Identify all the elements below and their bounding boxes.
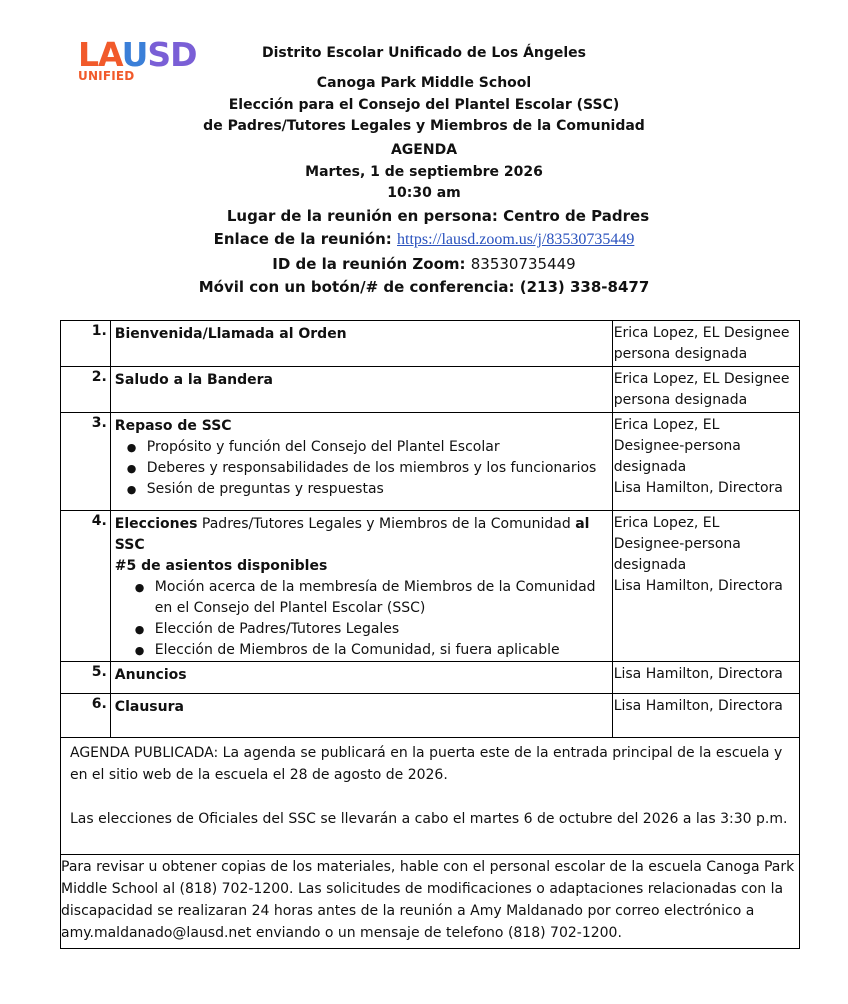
notice-row [61,738,800,855]
agenda-row-4 [61,511,800,662]
item-presenter [612,694,799,738]
item-number: 1. [61,321,111,367]
zoom-id-value: 83530735449 [470,255,576,273]
presenter-line: Erica Lopez, EL Designee [613,371,790,387]
election-title-line1: Elección para el Consejo del Plantel Escolar (SSC) [228,97,620,113]
bullet-item: ● Deberes y responsabilidades de los miembros y los funcionarios [147,458,612,479]
item-topic [110,511,612,662]
item-title: Anuncios [114,667,187,683]
item-title: Bienvenida/Llamada al Orden [114,326,347,342]
presenter-line: designada [613,459,687,475]
logo-unified: UNIFIED [78,69,135,83]
school-name: Canoga Park Middle School [316,75,532,91]
item-presenter [612,511,799,662]
item-topic [110,413,612,511]
presenter-line: Lisa Hamilton, Directora [613,666,783,682]
item-presenter [612,367,799,413]
agenda-heading: AGENDA [390,142,458,158]
item-title: Saludo a la Bandera [114,372,274,388]
contact-row [61,855,800,949]
meeting-time: 10:30 am [387,185,461,201]
meeting-location: Lugar de la reunión en persona: Centro de Padres [226,207,650,225]
item-number: 5. [61,662,111,694]
title-bold: al [575,516,590,532]
item-presenter [612,662,799,694]
item-topic [110,662,612,694]
presenter-line: designada [613,557,687,573]
agenda-table [60,320,800,949]
election-title-line2: de Padres/Tutores Legales y Miembros de la Comunidad [203,118,645,134]
presenter-line: Designee-persona [613,438,741,454]
item-title: Clausura [114,699,184,715]
zoom-id-line [0,255,848,273]
item-bullets [111,577,612,661]
presenter-line: Designee-persona [613,536,741,552]
item-topic [110,321,612,367]
title-bold: Elecciones [114,516,198,532]
item-presenter [612,321,799,367]
agenda-row-3 [61,413,800,511]
item-title [111,513,612,535]
agenda-row-2 [61,367,800,413]
agenda-row-6 [61,694,800,738]
district-name: Distrito Escolar Unificado de Los Ángeles [261,45,587,61]
presenter-line: Erica Lopez, EL [613,417,720,433]
item-presenter [612,413,799,511]
item-topic [110,694,612,738]
zoom-id-label: ID de la reunión Zoom: [272,255,466,273]
item-number: 3. [61,413,111,511]
meeting-link-label: Enlace de la reunión: [213,230,392,248]
presenter-line: Erica Lopez, EL Designee [613,325,790,341]
logo-part-u: U [121,35,148,74]
agenda-row-1 [61,321,800,367]
bullet-item: ● Moción acerca de la membresía de Miembros de la Comunidad en el Consejo del Plantel Escolar (SSC) [155,577,612,619]
agenda-row-5 [61,662,800,694]
bullet-item: ● Sesión de preguntas y respuestas [147,479,612,500]
title-plain: Padres/Tutores Legales y Miembros de la Comunidad [197,516,576,532]
item-number: 6. [61,694,111,738]
item-topic [110,367,612,413]
bullet-item: ● Elección de Padres/Tutores Legales [155,619,612,640]
presenter-line: Erica Lopez, EL [613,515,720,531]
bullet-item: ● Elección de Miembros de la Comunidad, si fuera aplicable [155,640,612,661]
notice-cell [61,738,800,855]
officer-elections-notice: Las elecciones de Oficiales del SSC se llevarán a cabo el martes 6 de octubre del 2026 a las 3:30 p.m. [70,811,788,827]
logo-part-la: LA [78,35,122,74]
item-bullets [111,437,612,500]
presenter-line: Lisa Hamilton, Directora [613,578,783,594]
presenter-line: persona designada [613,392,748,408]
logo-part-sd: SD [147,35,197,74]
accommodations-notice: Para revisar u obtener copias de los materiales, hable con el personal escolar de la escuela Canoga Park Middle School al (818) 702-1200. Las solicitudes de modificaciones o adaptaciones relacionadas con la discapacidad se realizaran 24 horas antes de la reunión a Amy Maldanado por correo electrónico a amy.maldanado@lausd.net enviando o un mensaje de telefono (818) 702-1200. [61,859,795,941]
contact-cell [61,855,800,949]
meeting-date: Martes, 1 de septiembre 2026 [305,164,543,180]
seats-available: #5 de asientos disponibles [114,558,328,574]
presenter-line: Lisa Hamilton, Directora [613,480,783,496]
presenter-line: Lisa Hamilton, Directora [613,698,783,714]
presenter-line: persona designada [613,346,748,362]
agenda-published-notice: AGENDA PUBLICADA: La agenda se publicará en la puerta este de la entrada principal de la escuela y en el sitio web de la escuela el 28 de agosto de 2026. [70,745,783,783]
meeting-link[interactable]: https://lausd.zoom.us/j/83530735449 [397,231,635,248]
meeting-link-line [0,230,848,249]
conference-phone: Móvil con un botón/# de conferencia: (213) 338-8477 [198,278,650,296]
bullet-item: ● Propósito y función del Consejo del Plantel Escolar [147,437,612,458]
item-number: 2. [61,367,111,413]
item-title-cont: SSC [114,537,145,553]
item-number: 4. [61,511,111,662]
item-title: Repaso de SSC [114,418,232,434]
